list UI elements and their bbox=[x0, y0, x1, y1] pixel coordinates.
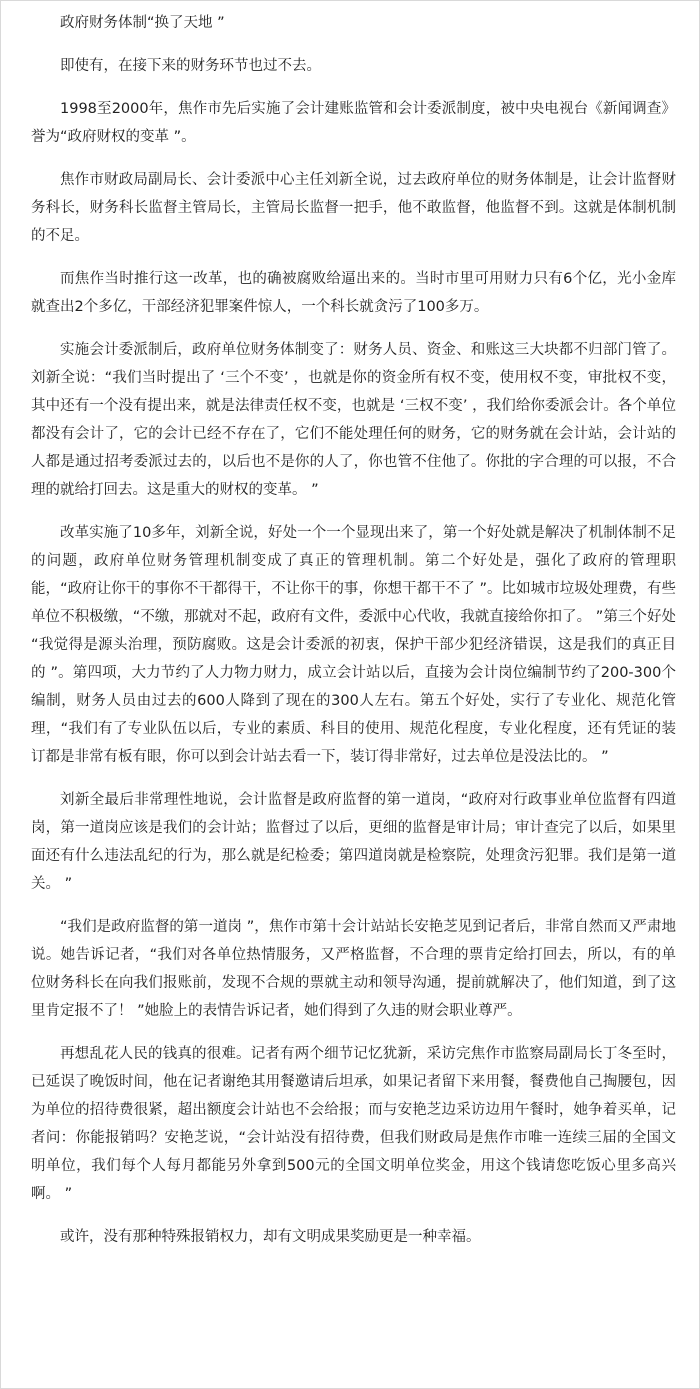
article-paragraph: 实施会计委派制后，政府单位财务体制变了：财务人员、资金、和账这三大块都不归部门管了。刘新全说：“我们当时提出了 ‘三个不变’ ，也就是你的资金所有权不变，使用权不变，审批权不变，其中还有一个没有提出来，就是法律责任权不变，也就是 ‘三权不变’ ，我们给你委派会计。各个单位都没有会计了，它的会计已经不存在了，它们不能处理任何的财务，它的财务就在会计站，会计站的人都是通过招考委派过去的，以后也不是你的人了，你也管不住他了。你批的字合理的可以报，不合理的就给打回去。这是重大的财权的变革。 ” bbox=[31, 342, 676, 498]
article-body bbox=[31, 9, 676, 1266]
article-subheading: 政府财务体制“换了天地 ” bbox=[60, 15, 225, 31]
article-paragraph: 刘新全最后非常理性地说，会计监督是政府监督的第一道岗，“政府对行政事业单位监督有四道岗，第一道岗应该是我们的会计站；监督过了以后，更细的监督是审计局；审计查完了以后，如果里面还有什么违法乱纪的行为，那么就是纪检委；第四道岗就是检察院，处理贪污犯罪。我们是第一道关。 ” bbox=[31, 792, 676, 892]
article-paragraph: 焦作市财政局副局长、会计委派中心主任刘新全说，过去政府单位的财务体制是，让会计监督财务科长，财务科长监督主管局长，主管局长监督一把手，他不敢监督，他监督不到。这就是体制机制的不足。 bbox=[31, 172, 676, 244]
article-paragraph: 1998至2000年，焦作市先后实施了会计建账监管和会计委派制度，被中央电视台《新闻调查》誉为“政府财权的变革 ”。 bbox=[31, 101, 676, 145]
article-paragraph: 改革实施了10多年，刘新全说，好处一个一个显现出来了，第一个好处就是解决了机制体制不足的问题，政府单位财务管理机制变成了真正的管理机制。第二个好处是，强化了政府的管理职能，“政府让你干的事你不干都得干，不让你干的事，你想干都干不了 ”。比如城市垃圾处理费，有些单位不积极缴，“不缴，那就对不起，政府有文件，委派中心代收，我就直接给你扣了。 ”第三个好处 “我觉得是源头治理，预防腐败。这是会计委派的初衷，保护干部少犯经济错误，这是我们的真正目的 ”。第四项，大力节约了人力物力财力，成立会计站以后，直接为会计岗位编制节约了200-300个编制，财务人员由过去的600人降到了现在的300人左右。第五个好处，实行了专业化、规范化管理，“我们有了专业队伍以后，专业的素质、科目的使用、规范化程度，专业化程度，还有凭证的装订都是非常有板有眼，你可以到会计站去看一下，装订得非常好，过去单位是没法比的。 ” bbox=[31, 525, 676, 765]
article-paragraph: 而焦作当时推行这一改革，也的确被腐败给逼出来的。当时市里可用财力只有6个亿，光小金库就查出2个多亿，干部经济犯罪案件惊人，一个科长就贪污了100多万。 bbox=[31, 271, 676, 315]
article-paragraph: 即使有，在接下来的财务环节也过不去。 bbox=[60, 58, 321, 74]
article-paragraph: 再想乱花人民的钱真的很难。记者有两个细节记忆犹新，采访完焦作市监察局副局长丁冬至时，已延误了晚饭时间，他在记者谢绝其用餐邀请后坦承，如果记者留下来用餐，餐费他自己掏腰包，因为单位的招待费很紧，超出额度会计站也不会给报；而与安艳芝边采访边用午餐时，她争着买单，记者问：你能报销吗？安艳芝说，“会计站没有招待费，但我们财政局是焦作市唯一连续三届的全国文明单位，我们每个人每月都能另外拿到500元的全国文明单位奖金，用这个钱请您吃饭心里多高兴啊。 ” bbox=[31, 1046, 676, 1202]
article-paragraph: 或许，没有那种特殊报销权力，却有文明成果奖励更是一种幸福。 bbox=[60, 1229, 481, 1245]
article-paragraph: “我们是政府监督的第一道岗 ”，焦作市第十会计站站长安艳芝见到记者后，非常自然而又严肃地说。她告诉记者，“我们对各单位热情服务，又严格监督，不合理的票肯定给打回去，所以，有的单位财务科长在向我们报账前，发现不合规的票就主动和领导沟通，提前就解决了，他们知道，到了这里肯定报不了！ ”她脸上的表情告诉记者，她们得到了久违的财会职业尊严。 bbox=[31, 919, 676, 1019]
